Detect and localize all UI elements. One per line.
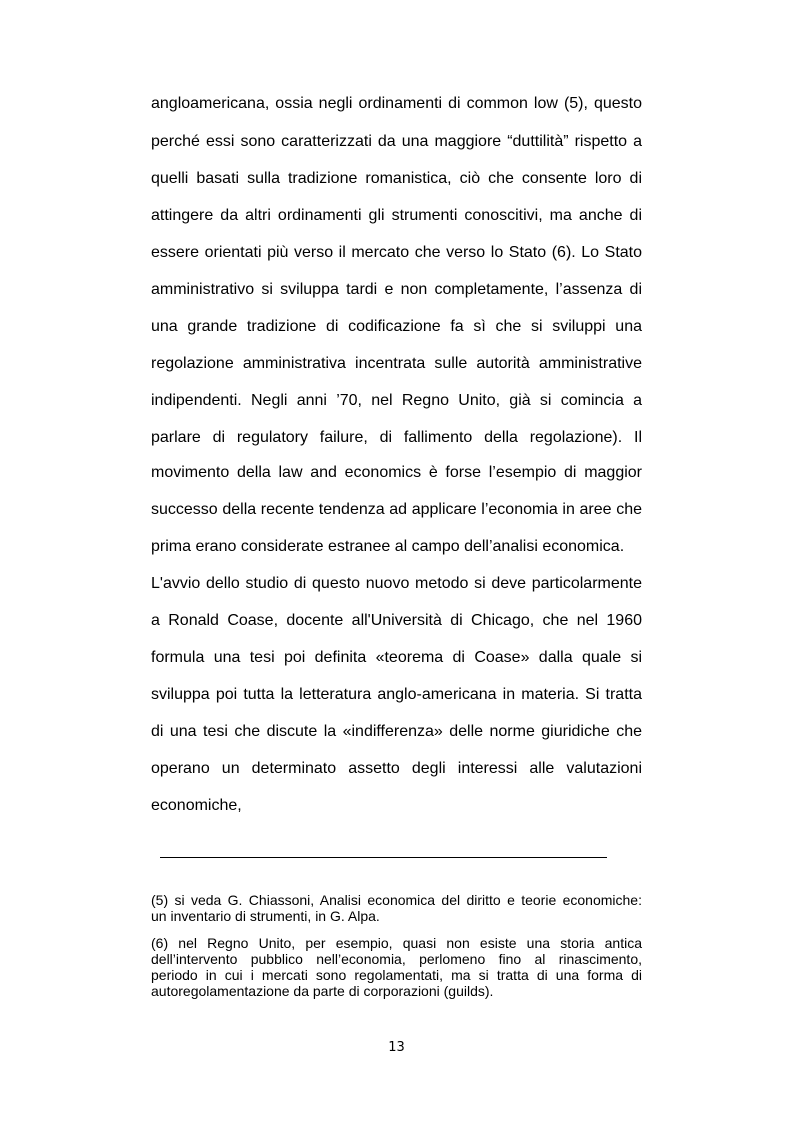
body-line: operano un determinato assetto degli interessi alle valutazioni — [151, 760, 642, 777]
footnote-line: autoregolamentazione da parte di corporazioni (guilds). — [151, 983, 494, 999]
body-line: formula una tesi poi definita «teorema di Coase» dalla quale si — [151, 649, 642, 666]
body-line: perché essi sono caratterizzati da una maggiore “duttilità” rispetto a — [151, 133, 642, 150]
body-line: attingere da altri ordinamenti gli strumenti conoscitivi, ma anche di — [151, 207, 642, 224]
body-line: a Ronald Coase, docente all'Università di Chicago, che nel 1960 — [151, 612, 642, 629]
body-line: amministrativo si sviluppa tardi e non completamente, l’assenza di — [151, 281, 642, 298]
footnote-line: dell’intervento pubblico nell’economia, perlomeno fino al rinascimento, — [151, 951, 642, 967]
body-line: sviluppa poi tutta la letteratura anglo-americana in materia. Si tratta — [151, 686, 642, 703]
body-line: successo della recente tendenza ad applicare l’economia in aree che — [151, 501, 642, 518]
body-line: prima erano considerate estranee al campo dell’analisi economica. — [151, 538, 625, 555]
body-line: economiche, — [151, 797, 242, 814]
body-line: angloamericana, ossia negli ordinamenti di common low (5), questo — [151, 95, 642, 112]
footnote-line: (5) si veda G. Chiassoni, Analisi economica del diritto e teorie economiche: — [151, 892, 642, 908]
footnote-line: un inventario di strumenti, in G. Alpa. — [151, 908, 380, 924]
footnote-line: (6) nel Regno Unito, per esempio, quasi non esiste una storia antica — [151, 935, 642, 951]
body-line: parlare di regulatory failure, di fallimento della regolazione). Il — [151, 429, 642, 446]
body-line: di una tesi che discute la «indifferenza» delle norme giuridiche che — [151, 723, 642, 740]
footnote-line: periodo in cui i mercati sono regolamentati, ma si tratta di una forma di — [151, 967, 642, 983]
body-line: movimento della law and economics è forse l’esempio di maggior — [151, 464, 642, 481]
body-line: L'avvio dello studio di questo nuovo metodo si deve particolarmente — [151, 575, 642, 592]
footnote-separator — [160, 857, 607, 858]
page-number: 13 — [388, 1040, 405, 1055]
body-line: quelli basati sulla tradizione romanistica, ciò che consente loro di — [151, 170, 642, 187]
body-line: indipendenti. Negli anni ’70, nel Regno Unito, già si comincia a — [151, 392, 642, 409]
body-line: essere orientati più verso il mercato che verso lo Stato (6). Lo Stato — [151, 244, 642, 261]
body-line: una grande tradizione di codificazione fa sì che si sviluppi una — [151, 318, 642, 335]
body-line: regolazione amministrativa incentrata sulle autorità amministrative — [151, 355, 642, 372]
